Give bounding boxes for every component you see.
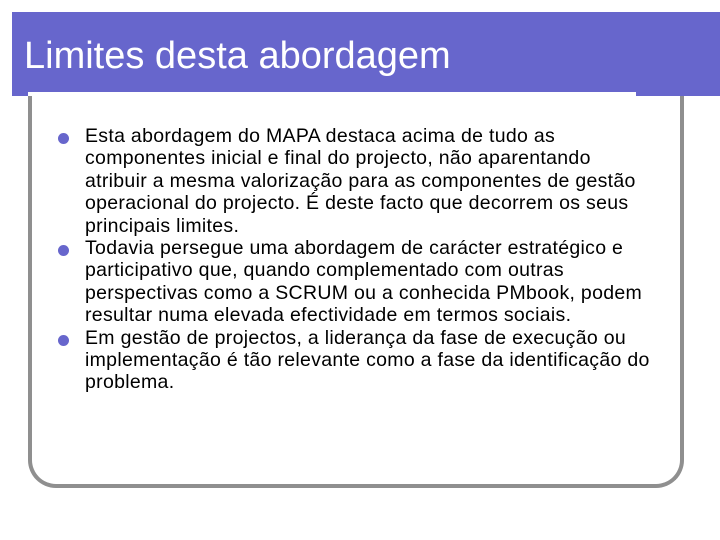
filled-circle-bullet-icon (58, 245, 69, 256)
bullet-text: Em gestão de projectos, a liderança da fase de execução ou implementação é tão relevante como a fase da identificação do problema. (85, 326, 650, 394)
title-underline (28, 92, 636, 96)
filled-circle-bullet-icon (58, 335, 69, 346)
bullet-list (58, 125, 658, 394)
bullet-text: Esta abordagem do MAPA destaca acima de tudo as componentes inicial e final do projecto, não aparentando atribuir a mesma valorização para as componentes de gestão operacional do projecto. É deste facto que decorrem os seus principais limites. (85, 125, 636, 237)
bullet-item (58, 327, 658, 394)
bullet-text: Todavia persegue uma abordagem de carácter estratégico e participativo que, quando complementado com outras perspectivas como a SCRUM ou a conhecida PMbook, podem resultar numa elevada efectividade em termos sociais. (85, 237, 643, 327)
title-bar-shadow (636, 92, 720, 96)
bullet-item (58, 125, 658, 237)
slide-title: Limites desta abordagem (24, 35, 451, 77)
filled-circle-bullet-icon (58, 133, 69, 144)
bullet-item (58, 237, 658, 327)
